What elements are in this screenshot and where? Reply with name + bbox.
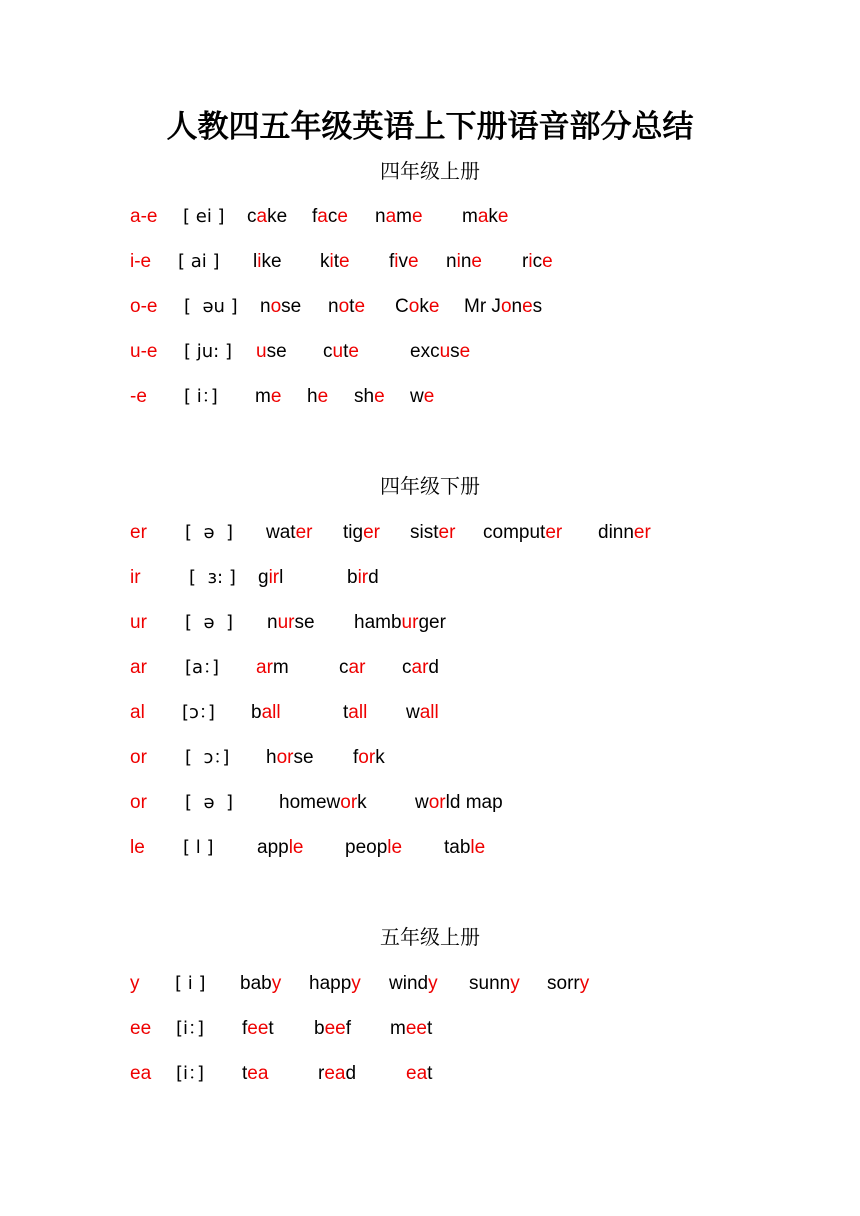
letter-pattern: y: [130, 973, 140, 994]
example-word: [314, 1014, 351, 1044]
letter-pattern: ee: [130, 1018, 152, 1039]
example-word: [320, 247, 350, 277]
phonetic-symbol: [i：]: [176, 1063, 205, 1084]
phonics-row: [0, 788, 860, 818]
phonics-row: [0, 382, 860, 412]
phonics-row: [0, 202, 860, 232]
word-letters: hamb: [354, 612, 402, 633]
example-word: [354, 382, 385, 412]
word-letters: se: [294, 612, 315, 633]
word-letters: ke: [261, 251, 282, 272]
word-letters: n: [511, 296, 523, 317]
phonics-row: [0, 518, 860, 548]
word-letters: t: [268, 1018, 274, 1039]
highlighted-letters: ir: [357, 567, 369, 588]
word-letters: h: [266, 747, 277, 768]
phonics-row: [0, 698, 860, 728]
word-letters: sh: [354, 386, 375, 407]
phonetic-symbol: [ ə ]: [185, 612, 234, 633]
letter-pattern: ar: [130, 657, 147, 678]
word-letters: k: [320, 251, 330, 272]
highlighted-letters: e: [423, 386, 435, 407]
example-word: [318, 1059, 356, 1089]
letter-pattern: a-e: [130, 206, 158, 227]
word-letters: Mr J: [464, 296, 501, 317]
word-letters: ld map: [445, 792, 503, 813]
highlighted-letters: or: [428, 792, 446, 813]
example-word: [547, 969, 589, 999]
example-word: [266, 518, 312, 548]
section-heading: 四年级上册: [380, 159, 480, 183]
example-word: [462, 202, 508, 232]
example-word: [522, 247, 553, 277]
letter-pattern: ir: [130, 567, 141, 588]
word-letters: se: [281, 296, 302, 317]
word-letters: exc: [410, 341, 440, 362]
highlighted-letters: u: [439, 341, 451, 362]
phonetic-symbol: [ɔ：]: [182, 702, 215, 723]
letter-pattern: i-e: [130, 251, 152, 272]
word-letters: dinn: [598, 522, 634, 543]
word-letters: t: [343, 702, 349, 723]
word-letters: s: [532, 296, 543, 317]
letter-pattern: er: [130, 522, 147, 543]
word-letters: b: [314, 1018, 325, 1039]
highlighted-letters: o: [338, 296, 350, 317]
word-letters: n: [328, 296, 339, 317]
highlighted-letters: y: [271, 973, 282, 994]
section-heading: 四年级下册: [380, 474, 480, 498]
letter-pattern: o-e: [130, 296, 158, 317]
phonetic-symbol: [a：]: [185, 657, 220, 678]
word-letters: sist: [410, 522, 439, 543]
example-word: [390, 1014, 432, 1044]
letter-pattern: -e: [130, 386, 147, 407]
example-word: [406, 698, 439, 728]
phonetic-symbol: [ l ]: [183, 837, 214, 858]
example-word: [256, 653, 289, 683]
highlighted-letters: or: [340, 792, 358, 813]
word-letters: n: [260, 296, 271, 317]
phonetic-symbol: [ ɜ: ]: [189, 567, 236, 588]
highlighted-letters: er: [295, 522, 313, 543]
word-letters: r: [522, 251, 529, 272]
highlighted-letters: e: [270, 386, 282, 407]
highlighted-letters: or: [358, 747, 376, 768]
word-letters: m: [396, 206, 412, 227]
highlighted-letters: e: [374, 386, 385, 407]
example-word: [323, 337, 359, 367]
example-word: [347, 563, 379, 593]
highlighted-letters: ee: [405, 1018, 427, 1039]
word-letters: c: [247, 206, 257, 227]
word-letters: r: [318, 1063, 325, 1084]
highlighted-letters: ar: [411, 657, 429, 678]
word-letters: s: [450, 341, 460, 362]
example-word: [375, 202, 423, 232]
word-letters: m: [390, 1018, 406, 1039]
highlighted-letters: i: [329, 251, 334, 272]
example-word: [247, 202, 287, 232]
phonetic-symbol: [ əu ]: [184, 296, 238, 317]
phonics-row: [0, 1014, 860, 1044]
example-word: [345, 833, 402, 863]
example-word: [242, 1014, 274, 1044]
word-letters: bab: [240, 973, 272, 994]
word-letters: ke: [267, 206, 288, 227]
example-word: [402, 653, 439, 683]
word-letters: h: [307, 386, 318, 407]
phonics-row: [0, 563, 860, 593]
example-word: [483, 518, 562, 548]
phonetic-symbol: [ i：]: [184, 386, 218, 407]
example-word: [242, 1059, 268, 1089]
phonics-row: [0, 247, 860, 277]
phonics-row: [0, 337, 860, 367]
highlighted-letters: u: [256, 341, 267, 362]
word-letters: d: [345, 1063, 357, 1084]
phonetic-symbol: [ ə ]: [185, 522, 234, 543]
word-letters: n: [375, 206, 386, 227]
highlighted-letters: y: [510, 973, 520, 994]
phonetic-symbol: [ ei ]: [183, 206, 225, 227]
word-letters: f: [353, 747, 359, 768]
highlighted-letters: e: [497, 206, 509, 227]
word-letters: l: [279, 567, 284, 588]
highlighted-letters: a: [477, 206, 489, 227]
example-word: [240, 969, 281, 999]
highlighted-letters: er: [633, 522, 651, 543]
highlighted-letters: e: [354, 296, 366, 317]
highlighted-letters: e: [411, 206, 423, 227]
example-word: [307, 382, 328, 412]
example-word: [389, 247, 419, 277]
example-word: [266, 743, 314, 773]
word-letters: g: [258, 567, 269, 588]
word-letters: happ: [309, 973, 352, 994]
word-letters: comput: [483, 522, 546, 543]
word-letters: n: [460, 251, 472, 272]
example-word: [446, 247, 482, 277]
word-letters: k: [357, 792, 367, 813]
example-word: [258, 563, 283, 593]
highlighted-letters: e: [337, 206, 348, 227]
highlighted-letters: ur: [277, 612, 295, 633]
word-letters: c: [402, 657, 412, 678]
word-letters: m: [272, 657, 289, 678]
highlighted-letters: i: [528, 251, 533, 272]
example-word: [256, 337, 287, 367]
word-letters: sorr: [547, 973, 580, 994]
word-letters: t: [426, 1018, 433, 1039]
example-word: [260, 292, 301, 322]
highlighted-letters: i: [257, 251, 262, 272]
highlighted-letters: a: [385, 206, 397, 227]
word-letters: m: [255, 386, 271, 407]
word-letters: b: [251, 702, 262, 723]
highlighted-letters: e: [428, 296, 440, 317]
highlighted-letters: or: [276, 747, 294, 768]
highlighted-letters: e: [339, 251, 350, 272]
highlighted-letters: er: [363, 522, 380, 543]
example-word: [598, 518, 651, 548]
word-letters: c: [327, 206, 338, 227]
highlighted-letters: er: [438, 522, 456, 543]
highlighted-letters: ar: [348, 657, 366, 678]
highlighted-letters: e: [459, 341, 471, 362]
word-letters: k: [375, 747, 385, 768]
highlighted-letters: e: [348, 341, 359, 362]
word-letters: app: [257, 837, 289, 858]
word-letters: wat: [266, 522, 296, 543]
letter-pattern: le: [130, 837, 145, 858]
word-letters: w: [406, 702, 420, 723]
section-heading: 五年级上册: [380, 925, 480, 949]
highlighted-letters: ee: [247, 1018, 269, 1039]
word-letters: tab: [444, 837, 471, 858]
word-letters: m: [462, 206, 478, 227]
phonetic-symbol: [ i ]: [175, 973, 206, 994]
highlighted-letters: all: [348, 702, 368, 723]
highlighted-letters: i: [394, 251, 399, 272]
phonetic-symbol: [ ə ]: [185, 792, 234, 813]
word-letters: k: [488, 206, 498, 227]
letter-pattern: ea: [130, 1063, 152, 1084]
example-word: [410, 337, 470, 367]
word-letters: t: [349, 296, 355, 317]
word-letters: t: [242, 1063, 248, 1084]
word-letters: homew: [279, 792, 341, 813]
highlighted-letters: e: [542, 251, 553, 272]
highlighted-letters: le: [470, 837, 486, 858]
example-word: [339, 653, 365, 683]
word-letters: t: [427, 1063, 433, 1084]
example-word: [464, 292, 542, 322]
word-letters: b: [347, 567, 358, 588]
example-word: [257, 833, 304, 863]
highlighted-letters: e: [471, 251, 482, 272]
word-letters: t: [333, 251, 340, 272]
example-word: [312, 202, 348, 232]
word-letters: c: [532, 251, 543, 272]
word-letters: ger: [418, 612, 446, 633]
highlighted-letters: ur: [401, 612, 419, 633]
highlighted-letters: y: [428, 973, 438, 994]
phonics-row: [0, 969, 860, 999]
highlighted-letters: e: [408, 251, 419, 272]
example-word: [389, 969, 438, 999]
word-letters: d: [428, 657, 439, 678]
example-word: [415, 788, 503, 818]
example-word: [343, 698, 367, 728]
highlighted-letters: o: [500, 296, 512, 317]
word-letters: peop: [345, 837, 388, 858]
example-word: [395, 292, 439, 322]
example-word: [251, 698, 281, 728]
letter-pattern: al: [130, 702, 145, 723]
word-letters: n: [446, 251, 457, 272]
word-letters: w: [415, 792, 429, 813]
example-word: [353, 743, 385, 773]
word-letters: tig: [343, 522, 364, 543]
letter-pattern: or: [130, 792, 147, 813]
highlighted-letters: ea: [406, 1063, 428, 1084]
highlighted-letters: ar: [256, 657, 273, 678]
example-word: [253, 247, 282, 277]
highlighted-letters: a: [317, 206, 328, 227]
word-letters: se: [266, 341, 287, 362]
highlighted-letters: le: [288, 837, 304, 858]
example-word: [354, 608, 446, 638]
highlighted-letters: o: [270, 296, 282, 317]
word-letters: c: [339, 657, 349, 678]
word-letters: n: [267, 612, 278, 633]
phonics-row: [0, 653, 860, 683]
word-letters: wind: [389, 973, 429, 994]
example-word: [267, 608, 315, 638]
letter-pattern: ur: [130, 612, 147, 633]
highlighted-letters: e: [522, 296, 533, 317]
letter-pattern: or: [130, 747, 147, 768]
example-word: [406, 1059, 432, 1089]
word-letters: k: [419, 296, 429, 317]
word-letters: t: [343, 341, 349, 362]
highlighted-letters: i: [456, 251, 461, 272]
highlighted-letters: e: [317, 386, 329, 407]
phonics-row: [0, 743, 860, 773]
example-word: [410, 382, 434, 412]
phonics-row: [0, 833, 860, 863]
highlighted-letters: all: [419, 702, 439, 723]
phonetic-symbol: [ ɔ：]: [185, 747, 230, 768]
word-letters: w: [410, 386, 424, 407]
highlighted-letters: all: [261, 702, 281, 723]
highlighted-letters: a: [256, 206, 268, 227]
phonics-row: [0, 292, 860, 322]
word-letters: c: [323, 341, 333, 362]
word-letters: f: [312, 206, 318, 227]
word-letters: se: [293, 747, 314, 768]
highlighted-letters: u: [332, 341, 344, 362]
phonics-row: [0, 1059, 860, 1089]
highlighted-letters: le: [387, 837, 403, 858]
example-word: [469, 969, 520, 999]
word-letters: C: [395, 296, 409, 317]
phonetic-symbol: [i：]: [176, 1018, 205, 1039]
word-letters: f: [345, 1018, 351, 1039]
phonetic-symbol: [ ju: ]: [184, 341, 232, 362]
example-word: [444, 833, 485, 863]
example-word: [410, 518, 455, 548]
word-letters: f: [389, 251, 395, 272]
word-letters: d: [368, 567, 379, 588]
highlighted-letters: o: [408, 296, 420, 317]
word-letters: sunn: [469, 973, 511, 994]
example-word: [309, 969, 361, 999]
word-letters: v: [398, 251, 409, 272]
highlighted-letters: y: [579, 973, 590, 994]
word-letters: l: [253, 251, 258, 272]
example-word: [328, 292, 365, 322]
highlighted-letters: er: [545, 522, 563, 543]
highlighted-letters: y: [351, 973, 361, 994]
highlighted-letters: ee: [324, 1018, 346, 1039]
highlighted-letters: ir: [268, 567, 280, 588]
phonics-row: [0, 608, 860, 638]
page-title: 人教四五年级英语上下册语音部分总结: [166, 109, 694, 145]
phonetic-symbol: [ ai ]: [178, 251, 220, 272]
example-word: [255, 382, 281, 412]
example-word: [343, 518, 380, 548]
highlighted-letters: ea: [247, 1063, 269, 1084]
highlighted-letters: ea: [324, 1063, 346, 1084]
word-letters: f: [242, 1018, 248, 1039]
letter-pattern: u-e: [130, 341, 158, 362]
example-word: [279, 788, 367, 818]
